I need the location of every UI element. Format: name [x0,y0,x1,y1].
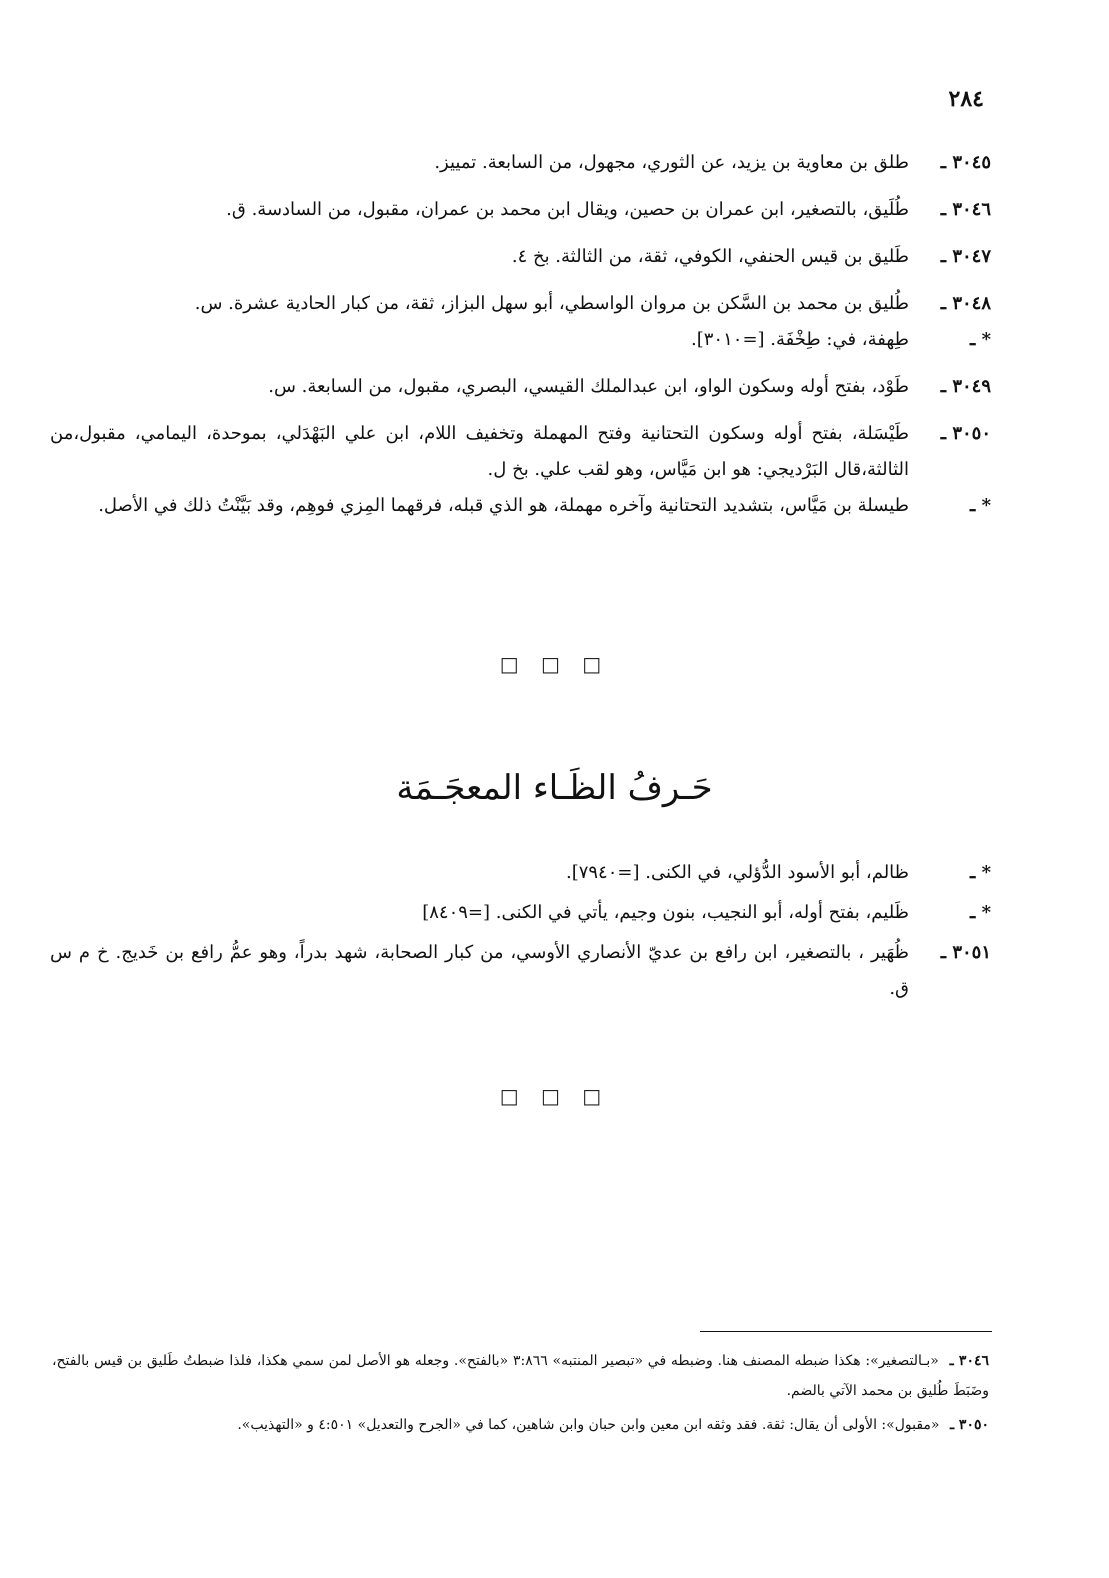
cross-reference-entry [50,488,991,524]
footnote-divider [700,1331,992,1332]
entry-text: طَوْد، بفتح أوله وسكون الواو، ابن عبدالملك القيسي، البصري، مقبول، من السابعة. س. [268,376,909,397]
entry-text: طِهفة، في: طِخْفَة. [=٣٠١٠]. [691,329,909,350]
entries-list-zaa [50,855,991,1018]
entry-number: ٣٠٥٠ ـ [940,423,991,444]
entries-list [50,145,991,535]
entry-3049 [50,369,991,405]
entry-text: طَيْسَلة، بفتح أوله وسكون التحتانية وفتح المهملة وتخفيف اللام، ابن علي البَهْدَلي، بموحدة، اليمامي، مقبول،من الثالثة،قال البَرْديجي: هو ابن مَيَّاس، وهو لقب علي. بخ ل. [50,423,909,480]
entry-number: ٣٠٤٩ ـ [940,376,991,397]
cross-reference-entry [50,855,991,891]
entry-3046 [50,192,991,228]
entry-text: ظُهَير ، بالتصغير، ابن رافع بن عديّ الأنصاري الأوسي، من كبار الصحابة، شهد بدراً، وهو عمُّ رافع بن خَديج. خ م س ق. [50,942,909,999]
entry-marker: * ـ [970,902,991,923]
entry-number: ٣٠٤٧ ـ [940,246,991,267]
section-separator: □ □ □ [499,1084,610,1108]
footnote-number: ٣٠٥٠ ـ [949,1417,989,1433]
section-heading: حَـرفُ الظَـاء المعجَـمَة [396,768,713,808]
entry-text: ظالم، أبو الأسود الدُّؤلي، في الكنى. [=٧٩٤٠]. [565,862,909,883]
entry-text: طَليق بن قيس الحنفي، الكوفي، ثقة، من الثالثة. بخ ٤. [511,246,909,267]
entry-text: طلق بن معاوية بن يزيد، عن الثوري، مجهول، من السابعة. تمييز. [434,152,909,173]
entry-number: ٣٠٤٨ ـ [940,293,991,314]
entry-text: طُلَيق، بالتصغير، ابن عمران بن حصين، ويقال ابن محمد بن عمران، مقبول، من السادسة. ق. [226,199,909,220]
footnote-text: «بـالتصغير»: هكذا ضبطه المصنف هنا. وضبطه في «تبصير المنتبه» ٣:٨٦٦ «بالفتح». وجعله هو الأصل لمن سمي هكذا، فلذا ضبطتُ طَليق بن قيس بالفتح، وضَبَطَ طُليق بن محمد الآتي بالضم. [52,1353,989,1399]
entry-text: طيسلة بن مَيَّاس، بتشديد التحتانية وآخره مهملة، هو الذي قبله، فرقهما المِزي فوهِم، وقد بَيَّنْتُ ذلك في الأصل. [98,495,909,516]
section-separator: □ □ □ [499,652,610,676]
entry-3045 [50,145,991,181]
entry-number: ٣٠٤٥ ـ [940,152,991,173]
entry-text: طُليق بن محمد بن السَّكن بن مروان الواسطي، أبو سهل البزاز، ثقة، من كبار الحادية عشرة. س. [194,293,909,314]
footnote-number: ٣٠٤٦ ـ [949,1353,989,1369]
entry-text: ظَليم، بفتح أوله، أبو النجيب، بنون وجيم، يأتي في الكنى. [=٨٤٠٩] [422,902,909,923]
entry-3050 [50,416,991,488]
entry-marker: * ـ [970,329,991,350]
cross-reference-entry [50,322,991,358]
entry-3051 [50,935,991,1007]
footnotes [52,1346,989,1444]
entry-marker: * ـ [970,495,991,516]
footnote-3050 [52,1410,989,1440]
footnote-3046 [52,1346,989,1406]
cross-reference-entry [50,895,991,931]
entry-number: ٣٠٥١ ـ [940,942,991,963]
entry-marker: * ـ [970,862,991,883]
entry-3047 [50,239,991,275]
footnote-text: «مقبول»: الأولى أن يقال: ثقة. فقد وثقه ابن معين وابن حبان وابن شاهين، كما في «الجرح والتعديل» ٤:٥٠١ و «التهذيب». [237,1417,940,1433]
page-number: ٢٨٤ [948,86,984,112]
entry-3048 [50,286,991,322]
entry-number: ٣٠٤٦ ـ [940,199,991,220]
